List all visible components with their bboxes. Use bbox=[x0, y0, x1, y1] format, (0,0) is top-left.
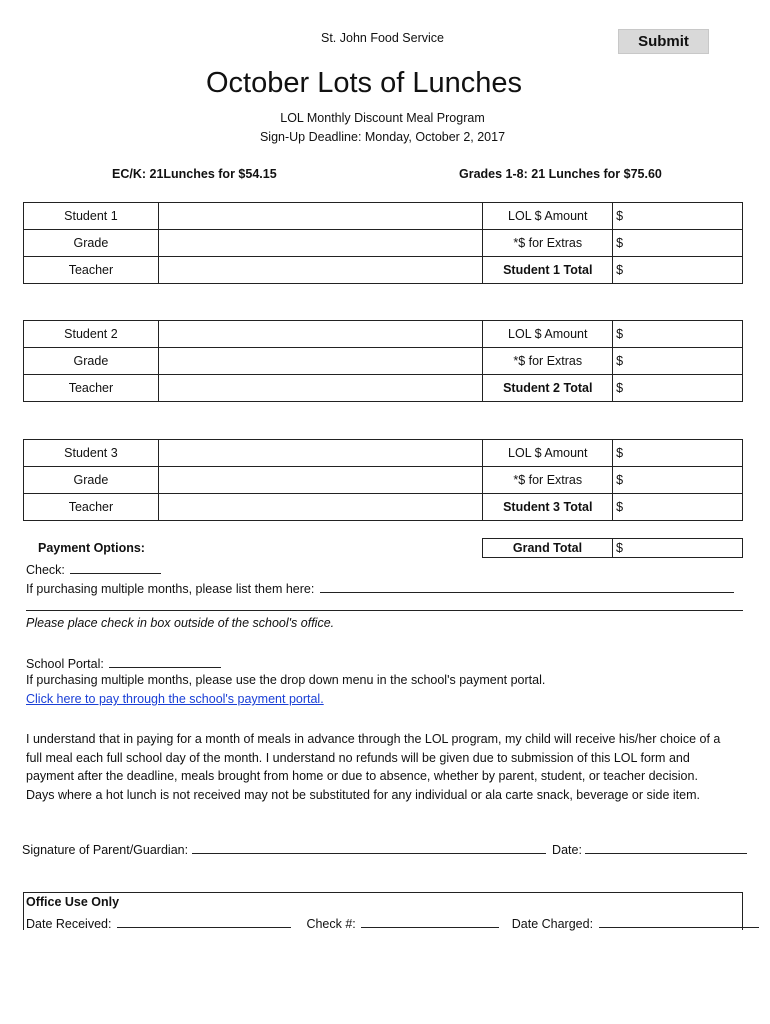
grand-total-field[interactable]: $ bbox=[613, 539, 743, 558]
student-total-label: Student 3 Total bbox=[483, 494, 613, 521]
page-title: October Lots of Lunches bbox=[206, 67, 522, 99]
grand-total-label: Grand Total bbox=[483, 539, 613, 558]
date-label: Date: bbox=[552, 843, 582, 857]
extras-field[interactable]: $ bbox=[613, 467, 743, 494]
agreement-line: full meal each full school day of the month. I understand no refunds will be given due to submission of this LOL form and bbox=[26, 750, 690, 765]
check-row bbox=[26, 560, 161, 577]
student-2-table bbox=[23, 320, 743, 402]
student-total-field[interactable]: $ bbox=[613, 257, 743, 284]
program-subtitle: LOL Monthly Discount Meal Program bbox=[280, 111, 485, 125]
student-label: Student 1 bbox=[24, 203, 159, 230]
teacher-label: Teacher bbox=[24, 494, 159, 521]
check-label: Check: bbox=[26, 563, 65, 577]
office-use-heading: Office Use Only bbox=[26, 895, 120, 909]
student-name-field[interactable] bbox=[158, 440, 482, 467]
grades-pricing: Grades 1-8: 21 Lunches for $75.60 bbox=[459, 167, 662, 181]
portal-label: School Portal: bbox=[26, 657, 104, 671]
grade-field[interactable] bbox=[158, 348, 482, 375]
amount-field[interactable]: $ bbox=[613, 203, 743, 230]
signature-field[interactable] bbox=[192, 840, 546, 854]
grand-total-table bbox=[482, 538, 743, 558]
student-total-field[interactable]: $ bbox=[613, 375, 743, 402]
student-3-table bbox=[23, 439, 743, 521]
date-received-field[interactable] bbox=[117, 914, 291, 928]
amount-field[interactable]: $ bbox=[613, 440, 743, 467]
submit-button[interactable]: Submit bbox=[618, 29, 709, 54]
date-received-label: Date Received: bbox=[26, 917, 112, 931]
extras-field[interactable]: $ bbox=[613, 348, 743, 375]
date-charged-label: Date Charged: bbox=[511, 917, 594, 931]
student-label: Student 2 bbox=[24, 321, 159, 348]
amount-field[interactable]: $ bbox=[613, 321, 743, 348]
check-number-field[interactable] bbox=[361, 914, 499, 928]
months-row bbox=[26, 579, 734, 596]
signature-row bbox=[22, 840, 747, 857]
grade-field[interactable] bbox=[158, 230, 482, 257]
org-name: St. John Food Service bbox=[321, 31, 444, 45]
grade-field[interactable] bbox=[158, 467, 482, 494]
student-total-label: Student 1 Total bbox=[483, 257, 613, 284]
months-field-line-2[interactable] bbox=[26, 610, 743, 611]
teacher-field[interactable] bbox=[158, 494, 482, 521]
student-total-field[interactable]: $ bbox=[613, 494, 743, 521]
student-name-field[interactable] bbox=[158, 203, 482, 230]
portal-field[interactable] bbox=[109, 654, 221, 668]
extras-label: *$ for Extras bbox=[483, 230, 613, 257]
portal-row bbox=[26, 654, 221, 671]
payment-portal-link[interactable]: Click here to pay through the school's payment portal. bbox=[26, 692, 324, 706]
agreement-line: Days where a hot lunch is not received may not be substituted for any individual or ala carte snack, beverage or side item. bbox=[26, 787, 700, 802]
amount-label: LOL $ Amount bbox=[483, 440, 613, 467]
agreement-line: I understand that in paying for a month of meals in advance through the LOL program, my child will receive his/her choice of a bbox=[26, 732, 721, 746]
check-note: Please place check in box outside of the school's office. bbox=[26, 616, 335, 630]
student-total-label: Student 2 Total bbox=[483, 375, 613, 402]
extras-field[interactable]: $ bbox=[613, 230, 743, 257]
signature-label: Signature of Parent/Guardian: bbox=[22, 843, 189, 857]
teacher-field[interactable] bbox=[158, 375, 482, 402]
signup-deadline: Sign-Up Deadline: Monday, October 2, 2017 bbox=[259, 130, 506, 144]
teacher-label: Teacher bbox=[24, 375, 159, 402]
amount-label: LOL $ Amount bbox=[483, 203, 613, 230]
date-charged-field[interactable] bbox=[599, 914, 759, 928]
grade-label: Grade bbox=[24, 467, 159, 494]
teacher-field[interactable] bbox=[158, 257, 482, 284]
extras-label: *$ for Extras bbox=[483, 467, 613, 494]
extras-label: *$ for Extras bbox=[483, 348, 613, 375]
teacher-label: Teacher bbox=[24, 257, 159, 284]
eck-pricing: EC/K: 21Lunches for $54.15 bbox=[112, 167, 277, 181]
multi-months-label: If purchasing multiple months, please list them here: bbox=[26, 582, 315, 596]
portal-note: If purchasing multiple months, please use the drop down menu in the school's payment portal. bbox=[26, 673, 546, 687]
student-name-field[interactable] bbox=[158, 321, 482, 348]
date-field[interactable] bbox=[585, 840, 747, 854]
amount-label: LOL $ Amount bbox=[483, 321, 613, 348]
grade-label: Grade bbox=[24, 230, 159, 257]
agreement-text bbox=[26, 730, 720, 804]
agreement-line: payment after the deadline, meals brought from home or due to absence, whether by parent, student, or teacher decision. bbox=[26, 769, 698, 784]
grade-label: Grade bbox=[24, 348, 159, 375]
check-number-label: Check #: bbox=[306, 917, 356, 931]
student-1-table bbox=[23, 202, 743, 284]
office-use-row bbox=[26, 914, 759, 931]
student-label: Student 3 bbox=[24, 440, 159, 467]
months-field[interactable] bbox=[320, 579, 734, 593]
payment-options-heading: Payment Options: bbox=[38, 541, 145, 555]
check-field[interactable] bbox=[70, 560, 161, 574]
